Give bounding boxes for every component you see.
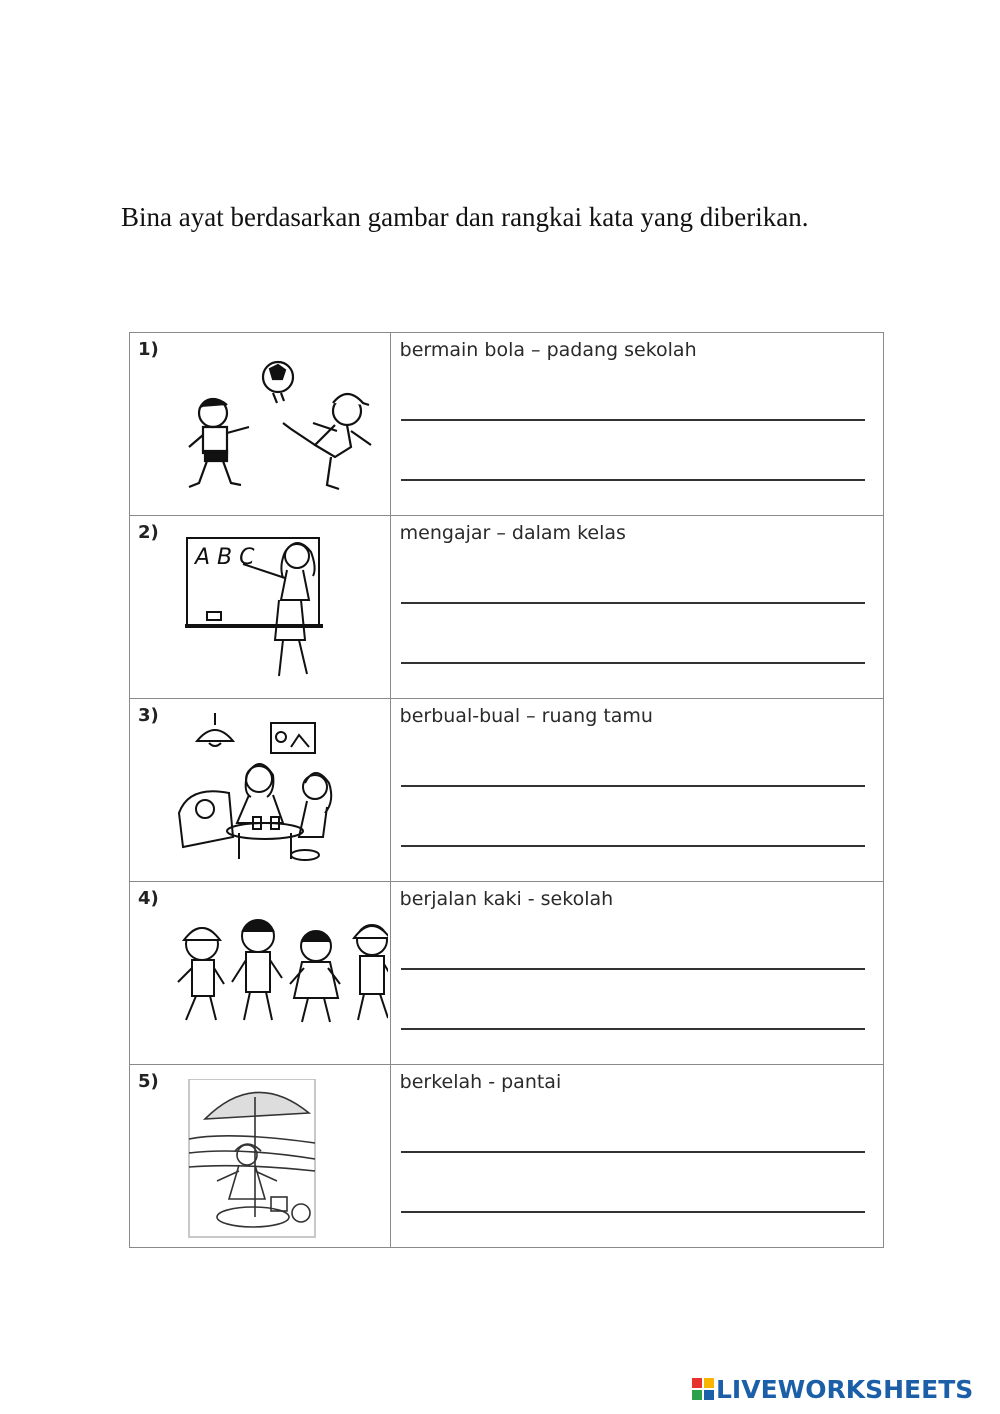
liveworksheets-logo-icon bbox=[692, 1378, 714, 1400]
question-number: 2) bbox=[138, 522, 159, 543]
children-walking-icon bbox=[148, 896, 388, 1056]
picture-cell bbox=[130, 333, 391, 516]
answer-line[interactable] bbox=[401, 1028, 865, 1030]
answer-cell bbox=[390, 1065, 883, 1248]
answer-line[interactable] bbox=[401, 845, 865, 847]
answer-line[interactable] bbox=[401, 1151, 865, 1153]
question-number: 4) bbox=[138, 888, 159, 909]
phrase-prompt: berkelah - pantai bbox=[399, 1071, 562, 1093]
answer-cell bbox=[390, 882, 883, 1065]
liveworksheets-logo bbox=[692, 1374, 973, 1404]
question-number: 3) bbox=[138, 705, 159, 726]
kids-playing-football-icon bbox=[175, 347, 375, 507]
answer-cell bbox=[390, 333, 883, 516]
answer-cell bbox=[390, 516, 883, 699]
answer-line[interactable] bbox=[401, 1211, 865, 1213]
living-room-chat-icon bbox=[175, 713, 375, 873]
table-row bbox=[130, 516, 884, 699]
worksheet-table bbox=[129, 332, 884, 1248]
answer-line[interactable] bbox=[401, 602, 865, 604]
beach-picnic-icon bbox=[175, 1079, 375, 1239]
phrase-prompt: bermain bola – padang sekolah bbox=[399, 339, 697, 361]
answer-line[interactable] bbox=[401, 419, 865, 421]
phrase-prompt: mengajar – dalam kelas bbox=[399, 522, 626, 544]
question-number: 1) bbox=[138, 339, 159, 360]
answer-cell bbox=[390, 699, 883, 882]
table-row bbox=[130, 699, 884, 882]
question-number: 5) bbox=[138, 1071, 159, 1092]
answer-line[interactable] bbox=[401, 968, 865, 970]
answer-line[interactable] bbox=[401, 479, 865, 481]
picture-cell bbox=[130, 699, 391, 882]
phrase-prompt: berbual-bual – ruang tamu bbox=[399, 705, 653, 727]
instruction-text: Bina ayat berdasarkan gambar dan rangkai kata yang diberikan. bbox=[121, 202, 809, 232]
table-row bbox=[130, 333, 884, 516]
table-row bbox=[130, 1065, 884, 1248]
phrase-prompt: berjalan kaki - sekolah bbox=[399, 888, 614, 910]
picture-cell bbox=[130, 516, 391, 699]
teacher-at-blackboard-icon bbox=[175, 530, 375, 690]
board-text: A B C bbox=[195, 545, 255, 570]
picture-cell bbox=[130, 1065, 391, 1248]
table-row bbox=[130, 882, 884, 1065]
answer-line[interactable] bbox=[401, 662, 865, 664]
answer-line[interactable] bbox=[401, 785, 865, 787]
picture-cell bbox=[130, 882, 391, 1065]
brand-name: LIVEWORKSHEETS bbox=[716, 1374, 974, 1404]
